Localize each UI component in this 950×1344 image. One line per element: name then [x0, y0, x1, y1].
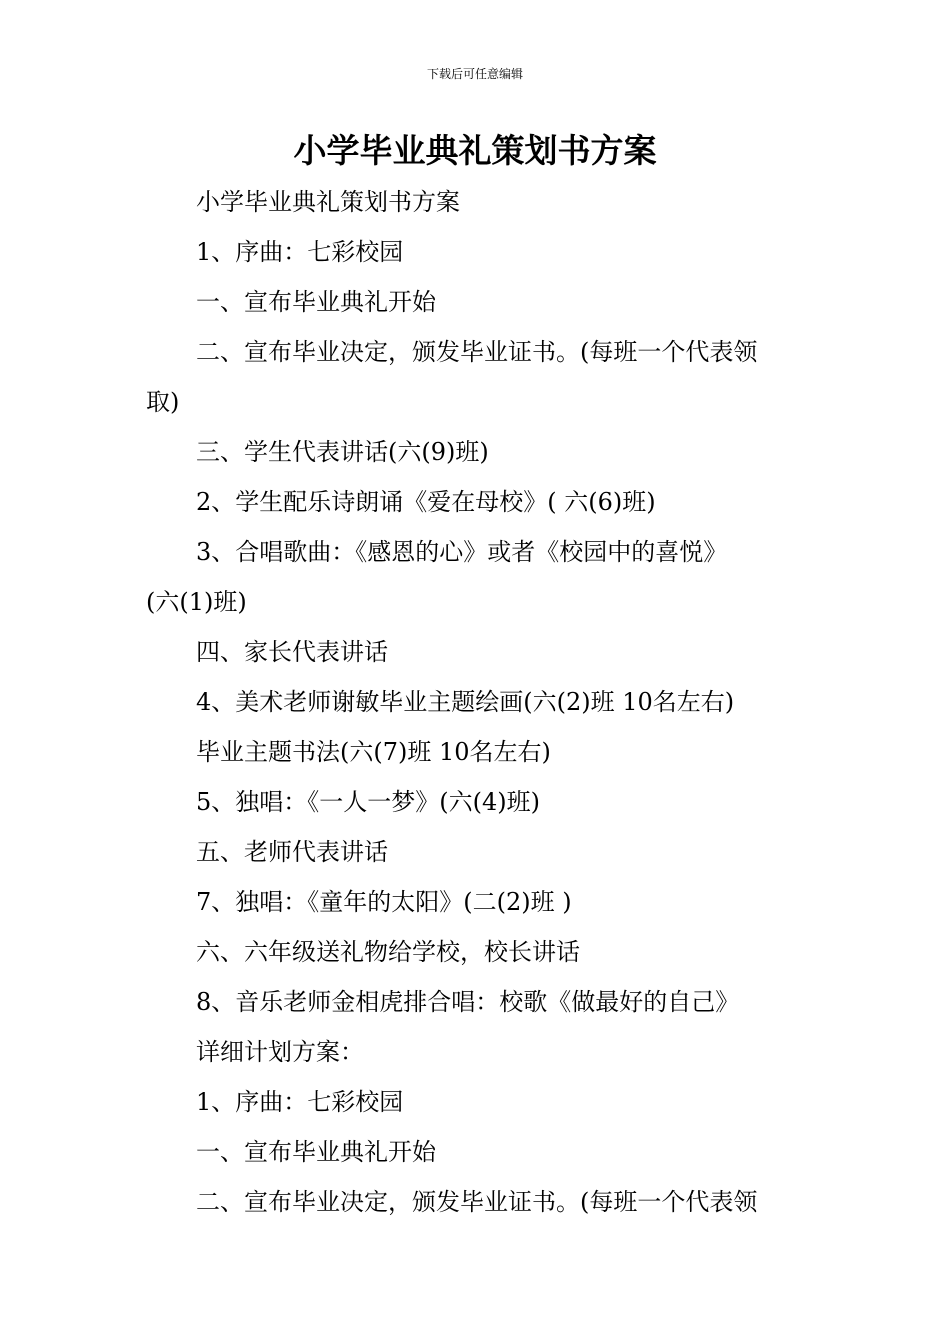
- paragraph: 五、老师代表讲话: [196, 838, 388, 866]
- paragraph: 1、序曲：七彩校园: [196, 1088, 404, 1116]
- paragraph: 1、序曲：七彩校园: [196, 238, 404, 266]
- paragraph: 小学毕业典礼策划书方案: [196, 188, 460, 216]
- paragraph: 四、家长代表讲话: [196, 638, 388, 666]
- document-body: [146, 177, 811, 1227]
- paragraph: 8、音乐老师金相虎排合唱：校歌《做最好的自己》: [196, 988, 740, 1016]
- paragraph: 取): [146, 388, 180, 416]
- paragraph: 二、宣布毕业决定，颁发毕业证书。(每班一个代表领: [196, 338, 758, 366]
- paragraph: 三、学生代表讲话(六(9)班): [196, 438, 489, 466]
- paragraph: 六、六年级送礼物给学校，校长讲话: [196, 938, 580, 966]
- paragraph: 详细计划方案：: [196, 1038, 364, 1066]
- paragraph: 4、美术老师谢敏毕业主题绘画(六(2)班 10名左右): [196, 688, 735, 716]
- paragraph: 一、宣布毕业典礼开始: [196, 1138, 436, 1166]
- paragraph: 3、合唱歌曲：《感恩的心》或者《校园中的喜悦》: [196, 538, 728, 566]
- document-title: 小学毕业典礼策划书方案: [293, 131, 657, 170]
- header-note: 下载后可任意编辑: [426, 67, 523, 81]
- paragraph: 7、独唱：《童年的太阳》(二(2)班 ): [196, 888, 572, 916]
- paragraph: 二、宣布毕业决定，颁发毕业证书。(每班一个代表领: [196, 1188, 758, 1216]
- paragraph: 毕业主题书法(六(7)班 10名左右): [196, 738, 551, 766]
- paragraph: 一、宣布毕业典礼开始: [196, 288, 436, 316]
- paragraph: 2、学生配乐诗朗诵《爱在母校》( 六(6)班): [196, 488, 656, 516]
- paragraph: (六(1)班): [146, 588, 247, 616]
- paragraph: 5、独唱：《一人一梦》(六(4)班): [196, 788, 540, 816]
